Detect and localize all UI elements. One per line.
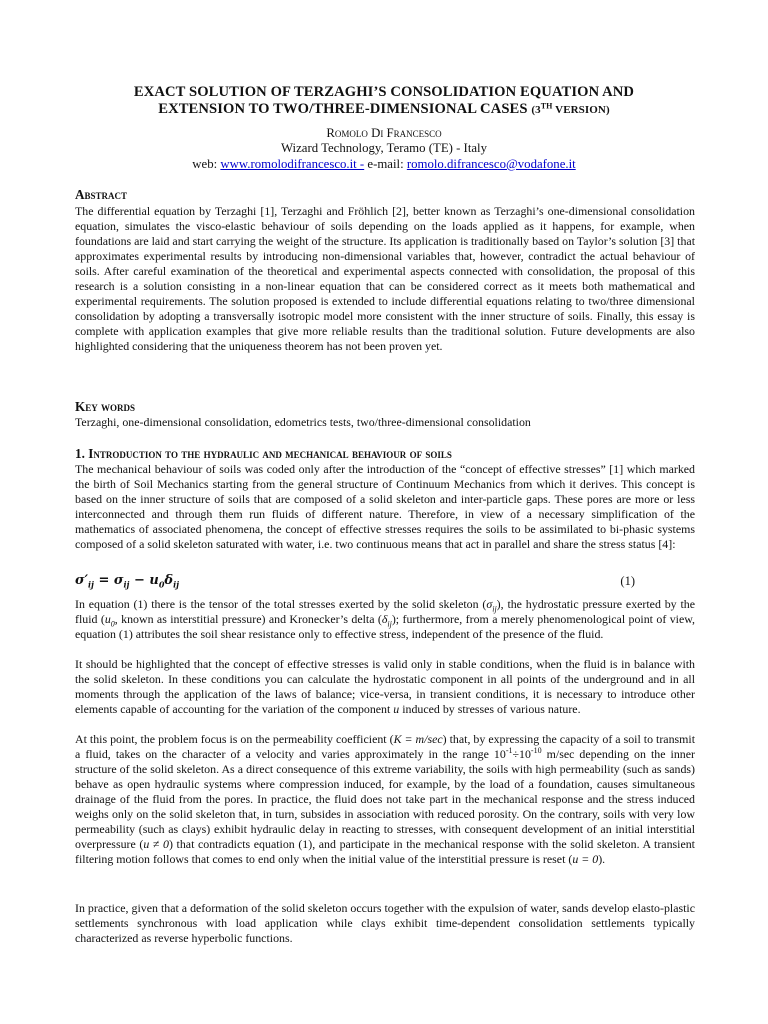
contact-line [60,156,708,172]
section-1-paragraph-3: It should be highlighted that the concept of effective stresses is valid only in stable conditions, when the fluid is in balance with the solid skeleton. In these conditions you can calculate the hydrostatic component in all points of the underground and in all moments through the application of the laws of balance; vice-versa, in transient conditions, it is necessary to introduce other elements capable of accounting for the variation of the component u induced by stresses of various nature. [75,657,695,717]
section-1-paragraph-4: At this point, the problem focus is on the permeability coefficient (K = m/sec) that, by expressing the capacity of a soil to transmit a fluid, takes on the character of a velocity and varies approximately in the range $10^{-1}\div 10^{-10}$ m/sec depending on the inner structure of the solid skeleton. As a direct consequence of this extreme variability, the soils with high permeability (such as sands) behave as open hydraulic systems where compression induced, for example, by the load of a foundation, causes simultaneous drainage of the fluid from the pores. In practice, the fluid does not take part in the mechanical response and the stress induced weighs only on the solid skeleton that, in turn, subsides in association with reduced porosity. On the contrary, soils with very low permeability (such as clays) exhibit hydraulic delay in reacting to stresses, with consequent development of an initial interstitial overpressure (u ≠ 0) that contradicts equation (1), and participate in the mechanical response with the solid skeleton. A transient filtering motion follows that comes to end only when the initial value of the interstitial pressure is reset (u = 0). [75,732,696,867]
title-line-1: EXACT SOLUTION OF TERZAGHI’S CONSOLIDATION EQUATION AND [133,84,635,100]
paper-title [60,84,708,119]
author-affiliation: Wizard Technology, Teramo (TE) - Italy [280,141,488,155]
equation-1-number: (1) [620,574,635,588]
website-link[interactable]: www.romolodifrancesco.it - [220,157,365,171]
section-1-paragraph-1: The mechanical behaviour of soils was coded only after the introduction of the “concept of effective stresses” [1] which marked the birth of Soil Mechanics starting from the general structure of Continuum Mechanics from which it derives. This concept is based on the inner structure of soils that are composed of a solid skeleton and inter-particle gaps. These pores are more or less interconnected and through them run fluids of different nature. Therefore, in view of a necessary simplification of the mathematics of associated phenomena, the concept of effective stresses requires the soils to be assimilated to bi-phasic systems composed of a solid skeleton saturated with water, i.e. two continuous means that act in parallel and share the stress status [4]: [75,462,695,552]
abstract-text: The differential equation by Terzaghi [1], Terzaghi and Fröhlich [2], better known as Terzaghi’s one-dimensional consolidation equation, simulates the visco-elastic behaviour of soils depending on the loads applied as it happens, for example, when foundations are laid and start carrying the weight of the structure. Its application is traditionally based on Taylor’s solution [3] that approximates experimental results by introducing non-dimensional variables that, however, contradict the actual behaviour of soils. After careful examination of the theoretical and experimental aspects connected with consolidation, the proposal of this research is a solution consisting in a non-linear equation that can be considered correct as it meets both mathematical and experimental requirements. The solution proposed is extended to include differential equations relating to two/three dimensional consolidation by adopting a transversally isotropic model more consistent with the inner structure of soils. Finally, this essay is complete with application examples that give more reliable results than the traditional solution. Future developments are also highlighted considering that the uniqueness theorem has not been proven yet. [75,204,695,354]
email-link[interactable]: romolo.difrancesco@vodafone.it [406,157,576,171]
title-line-2-text: EXTENSION TO TWO/THREE-DIMENSIONAL CASES [158,101,528,117]
keywords-heading: Key words [75,399,136,414]
section-1-paragraph-2: In equation (1) there is the tensor of the total stresses exerted by the solid skeleton $(\sigma_{ij})$, the hydrostatic pressure exerted by the fluid ($u_0$, known as interstitial pressure) and Kronecker’s delta $(\delta_{ij})$; furthermore, from a merely phenomenological point of view, equation (1) attributes the soil shear resistance only to effective stress, independent of the presence of the fluid. [75,597,696,642]
email-label: e-mail: [367,157,404,171]
web-label: web: [192,157,218,171]
section-1-paragraph-5: In practice, given that a deformation of the solid skeleton occurs together with the expulsion of water, sands develop elasto-plastic settlements synchronous with load application while clays exhibit time-dependent consolidation settlements typically characterized as reverse hyperbolic functions. [75,901,695,946]
keywords-text: Terzaghi, one-dimensional consolidation, edometrics tests, two/three-dimensional consolidation [75,415,531,429]
section-1-heading: 1. Introduction to the hydraulic and mechanical behaviour of soils [75,446,452,461]
equation-1 [75,571,695,591]
abstract-heading: Abstract [75,187,128,202]
title-line-2 [60,101,708,119]
title-version: (3TH VERSION) [531,101,610,116]
equation-1-formula: $\sigma'_{ij} = \sigma_{ij} - u_0\delta_{ij}$ [75,573,180,590]
author-name: Romolo Di Francesco [326,126,442,140]
